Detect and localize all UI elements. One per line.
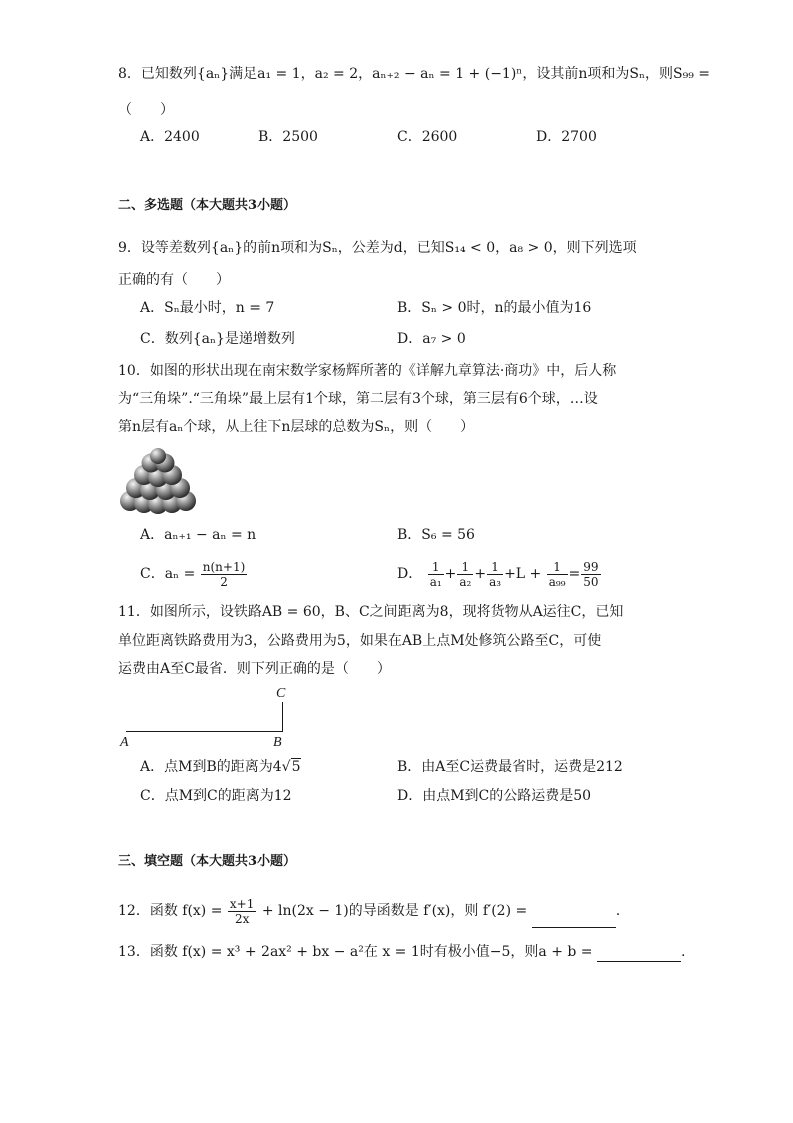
q12-stem [118,894,620,928]
q11-option-d: D．由点M到C的公路运费是50 [397,788,592,804]
segment-bc [282,702,283,732]
q11-stem-line2: 单位距离铁路费用为3，公路费用为5，如果在AB上点M处修筑公路至C，可使 [118,633,602,649]
q9-stem-line2: 正确的有（ ） [118,272,230,288]
q12-prefix: 12．函数 f(x) = [118,903,223,919]
point-label-a: A [120,735,129,750]
q12-suffix: + ln(2x − 1)的导函数是 f′(x)，则 f′(2) = [261,903,528,919]
q10-option-c-fraction [201,560,248,589]
point-label-c: C [276,686,286,701]
section-heading-fill-blank: 三、填空题（本大题共3小题） [118,854,297,869]
point-label-b: B [273,735,282,750]
q8-stem: 8．已知数列{aₙ}满足a₁ = 1，a₂ = 2，aₙ₊₂ − aₙ = 1 + (−1)ⁿ，设其前n项和为Sₙ，则S₉₉ = [118,66,711,82]
q8-option-a: A．2400 [140,129,200,145]
q12-fraction [228,897,256,926]
q9-stem-line1: 9．设等差数列{aₙ}的前n项和为Sₙ，公差为d，已知S₁₄ < 0，a₈ > 0，则下列选项 [118,240,637,256]
fraction-numerator: 99 [583,559,599,574]
q10-option-d: D． $\frac{1}{\text{a₁}}$ + $\frac{1}{\text{a₂}}$ + $\frac{1}{\text{a₃}}$ +L + $\frac{1}{\text{a₉₉}}$ = $\frac{99}{50}$ [397,559,599,589]
q10-option-d-prefix: D． [397,566,423,582]
q8-answer-paren: （ ） [118,102,174,118]
q10-option-d-term-2 [457,560,473,589]
q10-option-d-ellipsis: +L + [504,566,542,582]
q8-option-b: B．2500 [258,129,318,145]
q13-period: . [680,944,686,960]
q10-option-c-prefix: C．aₙ = [140,566,196,582]
q13-stem [118,942,685,962]
q9-option-d: D．a₇ > 0 [397,331,466,347]
section-heading-multi-choice: 二、多选题（本大题共3小题） [118,198,297,213]
q10-option-d-last-term [547,560,568,589]
q11-option-c: C．点M到C的距离为12 [140,788,292,804]
q11-option-b: B．由A至C运费最省时，运费是212 [397,759,623,775]
fraction-numerator: 1 [428,560,444,575]
q10-option-d-result [581,560,600,589]
railway-line-ab [126,731,283,732]
fraction-denominator: a₁ [429,574,442,589]
q10-option-c-denominator: 2 [220,574,228,589]
q10-option-b: B．S₆ = 56 [397,527,475,543]
q10-option-c-numerator: n(n+1) [202,559,246,574]
q11-option-a [140,757,301,777]
fraction-numerator: 1 [457,560,473,575]
q8-option-d: D．2700 [536,129,597,145]
sqrt-symbol: √ [281,759,291,775]
q11-option-a-text: A．点M到B的距离为4 [140,759,282,775]
fraction-denominator: a₉₉ [548,574,566,589]
q9-option-b: B．Sₙ > 0时，n的最小值为16 [397,300,592,316]
q9-option-a: A．Sₙ最小时，n = 7 [140,300,275,316]
q10-option-d-term-3 [487,560,503,589]
q10-option-c [140,557,248,591]
fraction-numerator: 1 [487,560,503,575]
q11-stem-line3: 运费由A至C最省．则下列正确的是（ ） [118,661,391,677]
q10-stem-line2: 为“三角垛”.“三角垛”最上层有1个球，第二层有3个球，第三层有6个球，…设 [118,391,598,407]
q8-option-c: C．2600 [397,129,458,145]
q10-stem-line3: 第n层有aₙ个球，从上往下n层球的总数为Sₙ，则（ ） [118,419,475,435]
q10-option-d-term-1 [428,560,444,589]
q11-option-a-radicand: 5 [291,759,301,775]
fraction-denominator: a₃ [489,574,502,589]
fraction-denominator: a₂ [459,574,472,589]
q10-stem-line1: 10．如图的形状出现在南宋数学家杨辉所著的《详解九章算法·商功》中，后人称 [118,363,617,379]
q12-answer-blank[interactable] [532,909,616,928]
q9-option-c: C．数列{aₙ}是递增数列 [140,331,295,347]
q12-numerator: x+1 [229,896,255,911]
q12-denominator: 2x [234,911,250,926]
q13-text: 13．函数 f(x) = x³ + 2ax² + bx − a²在 x = 1时有极小值−5，则a + b = [118,944,593,960]
fraction-numerator: 1 [547,560,568,575]
triangular-pile-balls-image [118,448,200,514]
q10-option-a: A．aₙ₊₁ − aₙ = n [140,527,257,543]
fraction-denominator: 50 [583,574,599,589]
q12-period: . [615,903,621,919]
q11-stem-line1: 11．如图所示，设铁路AB = 60，B、C之间距离为8，现将货物从A运往C，已知 [118,604,624,620]
q13-answer-blank[interactable] [597,943,681,962]
